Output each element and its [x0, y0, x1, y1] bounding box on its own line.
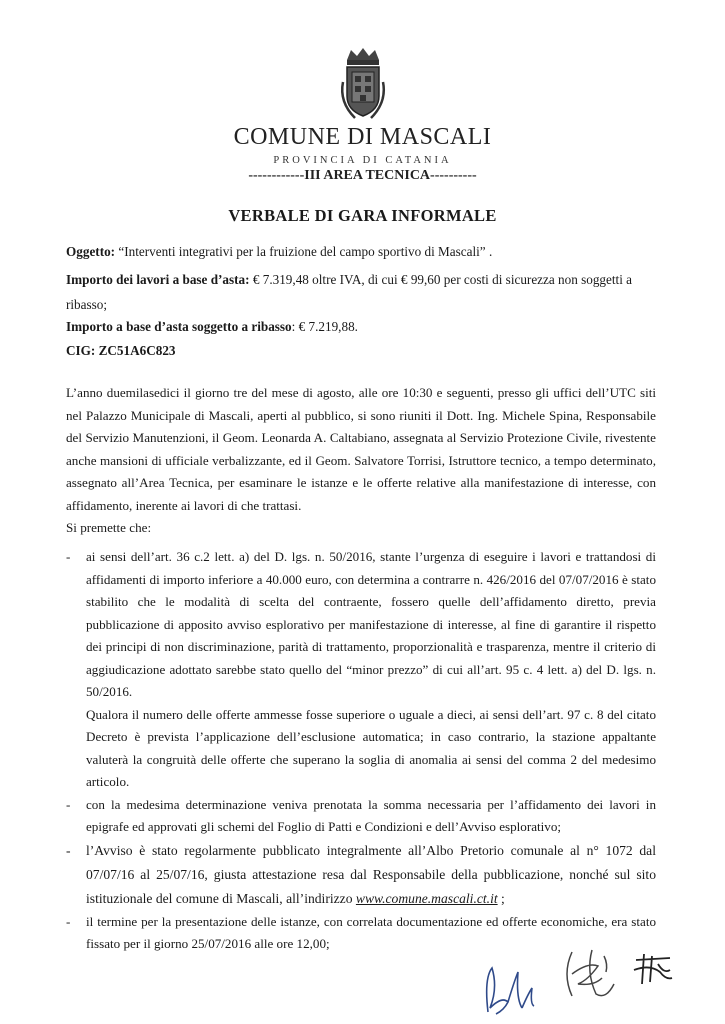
oggetto-value: “Interventi integrativi per la fruizione del campo sportivo di Mascali” .: [115, 244, 493, 259]
coat-of-arms-icon: [335, 46, 391, 124]
municipality-name: COMUNE DI MASCALI: [233, 124, 492, 150]
list-item: [66, 794, 656, 839]
importo-label: Importo dei lavori a base d’asta:: [66, 272, 250, 287]
list-item: [66, 839, 656, 911]
importo-value: € 7.319,48 oltre IVA, di cui € 99,60 per costi di sicurezza non soggetti a: [249, 272, 633, 287]
bullet-dash: -: [66, 913, 71, 929]
bullet-text-end: ;: [497, 890, 505, 906]
premise-list: [66, 546, 656, 956]
bullet-continuation: Qualora il numero delle offerte ammesse fosse superiore o uguale a dieci, ai sensi dell’art. 97 c. 8 del citato Decreto è prevista l’applicazione dell’esclusione automatica; in caso contrario, la stazione appaltante valuterà la congruità delle offerte che superano la soglia di anomalia ai sensi del comma 2 del medesimo articolo.: [86, 706, 656, 789]
bullet-text: ai sensi dell’art. 36 c.2 lett. a) del D. lgs. n. 50/2016, stante l’urgenza di eseguire i lavori e trattandosi di affidamenti di importo inferiore a 40.000 euro, con determina a contrarre n. 426/2016 del 07/07/2016 è stato stabilito che le modalità di scelta del contraente, fossero quelle dell’affidamento diretto, previa pubblicazione di apposito avviso esplorativo per manifestazione di interesse, al fine di garantire il rispetto dei principi di non discriminazione, parità di trattamento, proporzionalità e trasparenza, mentre il criterio di aggiudicazione adottato sarebbe stato quello del “minor prezzo” di cui all’art. 95 c. 4 lett. a) del D. lgs. n. 50/2016.: [86, 549, 656, 699]
list-item: [66, 546, 656, 704]
oggetto-line: [66, 244, 666, 260]
ribasso-line: [66, 319, 666, 335]
bullet-dash: -: [66, 842, 71, 858]
province-name: PROVINCIA DI CATANIA: [273, 155, 452, 166]
intro-section: [66, 382, 656, 540]
bullet-text: l’Avviso è stato regolarmente pubblicato integralmente all’Albo Pretorio comunale al n° 1072 dal 07/07/16 al 25/07/16, giusta attestazione resa dal Responsabile della pubblicazione, nonché sul sito istituzionale del comune di Mascali, all’indirizzo: [86, 842, 656, 906]
website-link[interactable]: www.comune.mascali.ct.it: [355, 890, 498, 906]
importo-cont: ribasso;: [66, 297, 108, 312]
ribasso-label: Importo a base d’asta soggetto a ribasso: [66, 319, 292, 334]
signature-3-icon: [630, 950, 676, 990]
bullet-dash: -: [66, 549, 71, 564]
oggetto-label: Oggetto:: [66, 244, 116, 259]
cig-line: [66, 343, 666, 359]
ribasso-value: : € 7.219,88.: [291, 319, 358, 334]
document-title: VERBALE DI GARA INFORMALE: [228, 206, 497, 225]
bullet-text: con la medesima determinazione veniva prenotata la somma necessaria per l’affidamento dei lavori in epigrafe ed approvati gli schemi del Foglio di Patti e Condizioni e dell’Avviso esplorativo;: [86, 796, 656, 834]
importo-line: [66, 272, 666, 288]
cig-code: CIG: ZC51A6C823: [66, 343, 176, 358]
bullet-text: il termine per la presentazione delle istanze, con correlata documentazione ed offerte economiche, era stato fissato per il giorno 25/07/2016 alle ore 12,00;: [86, 913, 656, 951]
premise-line: Si premette che:: [66, 520, 152, 535]
intro-paragraph: L’anno duemilasedici il giorno tre del mese di agosto, alle ore 10:30 e seguenti, presso gli uffici dell’UTC siti nel Palazzo Municipale di Mascali, aperti al pubblico, si sono riuniti il Dott. Ing. Michele Spina, Responsabile del Servizio Manutenzioni, il Geom. Leonarda A. Caltabiano, assegnata al Servizio Protezione Civile, rivestente anche mansioni di ufficiale verbalizzante, ed il Geom. Salvatore Torrisi, Istruttore tecnico, a tempo determinato, assegnato all’Area Tecnica, per esaminare le istanze e le offerte relative alla manifestazione di interesse, con affidamento, inerente ai lavori di che trattasi.: [66, 385, 656, 513]
bullet-dash: -: [66, 796, 71, 812]
signature-2-icon: [558, 944, 620, 1006]
signature-1-icon: [478, 958, 538, 1020]
area-name: ------------III AREA TECNICA----------: [248, 168, 477, 183]
